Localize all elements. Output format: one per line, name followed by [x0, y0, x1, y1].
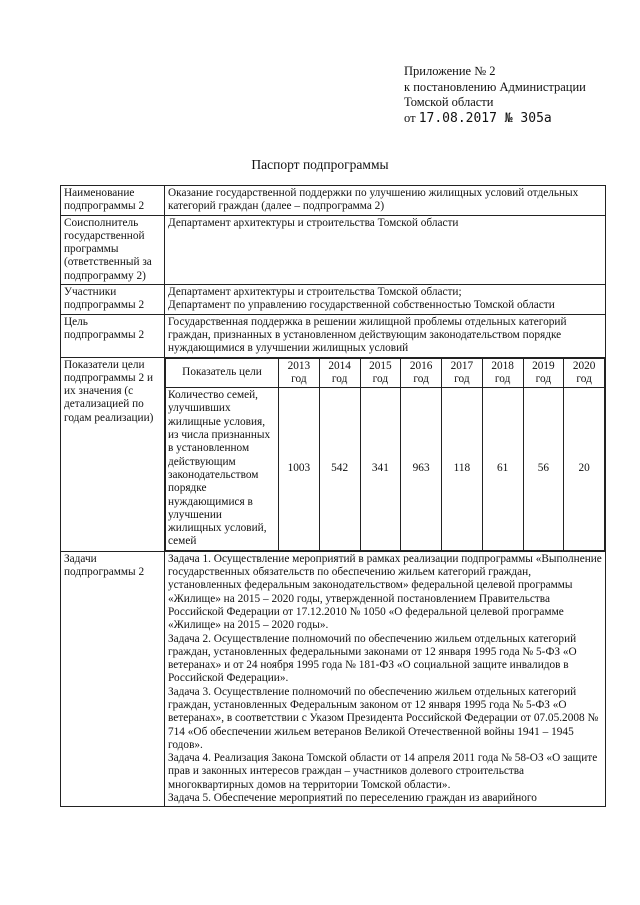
- appendix-date-line: [404, 111, 586, 127]
- year-2016: 2016 год: [401, 358, 442, 388]
- appendix-header: [404, 64, 586, 126]
- appendix-date: 17.08.2017 № 305а: [418, 110, 552, 126]
- year-2020: 2020 год: [564, 358, 605, 388]
- year-2015: 2015 год: [360, 358, 401, 388]
- indicators-header-row: [166, 358, 605, 388]
- value-executor: Департамент архитектуры и строительства Томской области: [165, 215, 606, 284]
- page-title: Паспорт подпрограммы: [251, 157, 389, 172]
- value-goal: Государственная поддержка в решении жилищной проблемы отдельных категорий граждан, признанных в установленном действующим законодательством порядке нуждающимися в улучшении жилищных условий: [165, 314, 606, 357]
- value-2020: 20: [564, 388, 605, 551]
- row-participants: [61, 285, 606, 315]
- passport-table: [60, 185, 606, 807]
- label-participants: Участники подпрограммы 2: [61, 285, 165, 315]
- row-indicators: [61, 357, 606, 551]
- value-name: Оказание государственной поддержки по улучшению жилищных условий отдельных категорий граждан (далее – подпрограмма 2): [165, 186, 606, 216]
- year-2019: 2019 год: [523, 358, 564, 388]
- row-tasks: [61, 551, 606, 807]
- appendix-line-3: Томской области: [404, 95, 494, 109]
- year-2014: 2014 год: [319, 358, 360, 388]
- label-name: Наименование подпрограммы 2: [61, 186, 165, 216]
- label-executor: Соисполнитель государственной программы (ответственный за подпрограмму 2): [61, 215, 165, 284]
- row-executor: [61, 215, 606, 284]
- task-1: Задача 1. Осуществление мероприятий в рамках реализации подпрограммы «Выполнение государственных обязательств по обеспечению жильем категорий граждан, установленных федеральным законодательством» федеральной целевой программы «Жилище» на 2015 – 2020 годы, утвержденной постановлением Правительства Российской Федерации от 17.12.2010 № 1050 «О федеральной целевой программе «Жилище» на 2015 – 2020 годы».: [168, 552, 602, 632]
- task-3: Задача 3. Осуществление полномочий по обеспечению жильем отдельных категорий граждан, установленных Федеральным законом от 12 января 1995 года № 5-ФЗ «О ветеранах», в соответствии с Указом Президента Российской Федерации от 07.05.2008 № 714 «Об обеспечении жильем ветеранов Великой Отечественной войны 1941 – 1945 годов».: [168, 685, 599, 751]
- task-5: Задача 5. Обеспечение мероприятий по переселению граждан из аварийного: [168, 792, 537, 805]
- year-2018: 2018 год: [482, 358, 523, 388]
- appendix-line-2: к постановлению Администрации: [404, 79, 586, 94]
- label-goal: Цель подпрограммы 2: [61, 314, 165, 357]
- indicators-table: [165, 358, 605, 551]
- indicator-header: Показатель цели: [166, 358, 279, 388]
- value-2013: 1003: [279, 388, 320, 551]
- task-4: Задача 4. Реализация Закона Томской области от 14 апреля 2011 года № 58-ОЗ «О защите прав и законных интересов граждан – участников долевого строительства многоквартирных домов на территории Томской области».: [168, 752, 598, 791]
- label-indicators: Показатели цели подпрограммы 2 и их значения (с детализацией по годам реализации): [61, 357, 165, 551]
- value-2015: 341: [360, 388, 401, 551]
- year-2017: 2017 год: [442, 358, 483, 388]
- participant-1: Департамент архитектуры и строительства Томской области;: [168, 286, 462, 299]
- row-goal: [61, 314, 606, 357]
- value-tasks: [165, 551, 606, 807]
- value-2014: 542: [319, 388, 360, 551]
- value-2018: 61: [482, 388, 523, 551]
- date-prefix: от: [404, 110, 416, 125]
- value-2019: 56: [523, 388, 564, 551]
- value-2016: 963: [401, 388, 442, 551]
- indicators-cell: [165, 357, 606, 551]
- task-2: Задача 2. Осуществление полномочий по обеспечению жильем отдельных категорий граждан, установленных федеральными законами от 12 января 1995 года № 5-ФЗ «О ветеранах» и от 24 ноября 1995 года № 181-ФЗ «О социальной защите инвалидов в Российской Федерации».: [168, 632, 577, 685]
- value-participants: [165, 285, 606, 315]
- participant-2: Департамент по управлению государственной собственностью Томской области: [168, 299, 555, 312]
- label-tasks: Задачи подпрограммы 2: [61, 551, 165, 807]
- value-2017: 118: [442, 388, 483, 551]
- row-name: [61, 186, 606, 216]
- appendix-line-1: Приложение № 2: [404, 64, 496, 78]
- indicator-name: Количество семей, улучшивших жилищные условия, из числа признанных в установленном действующим законодательством порядке нуждающимися в улучшении жилищных условий, семей: [166, 388, 279, 551]
- year-2013: 2013 год: [279, 358, 320, 388]
- indicators-data-row: [166, 388, 605, 551]
